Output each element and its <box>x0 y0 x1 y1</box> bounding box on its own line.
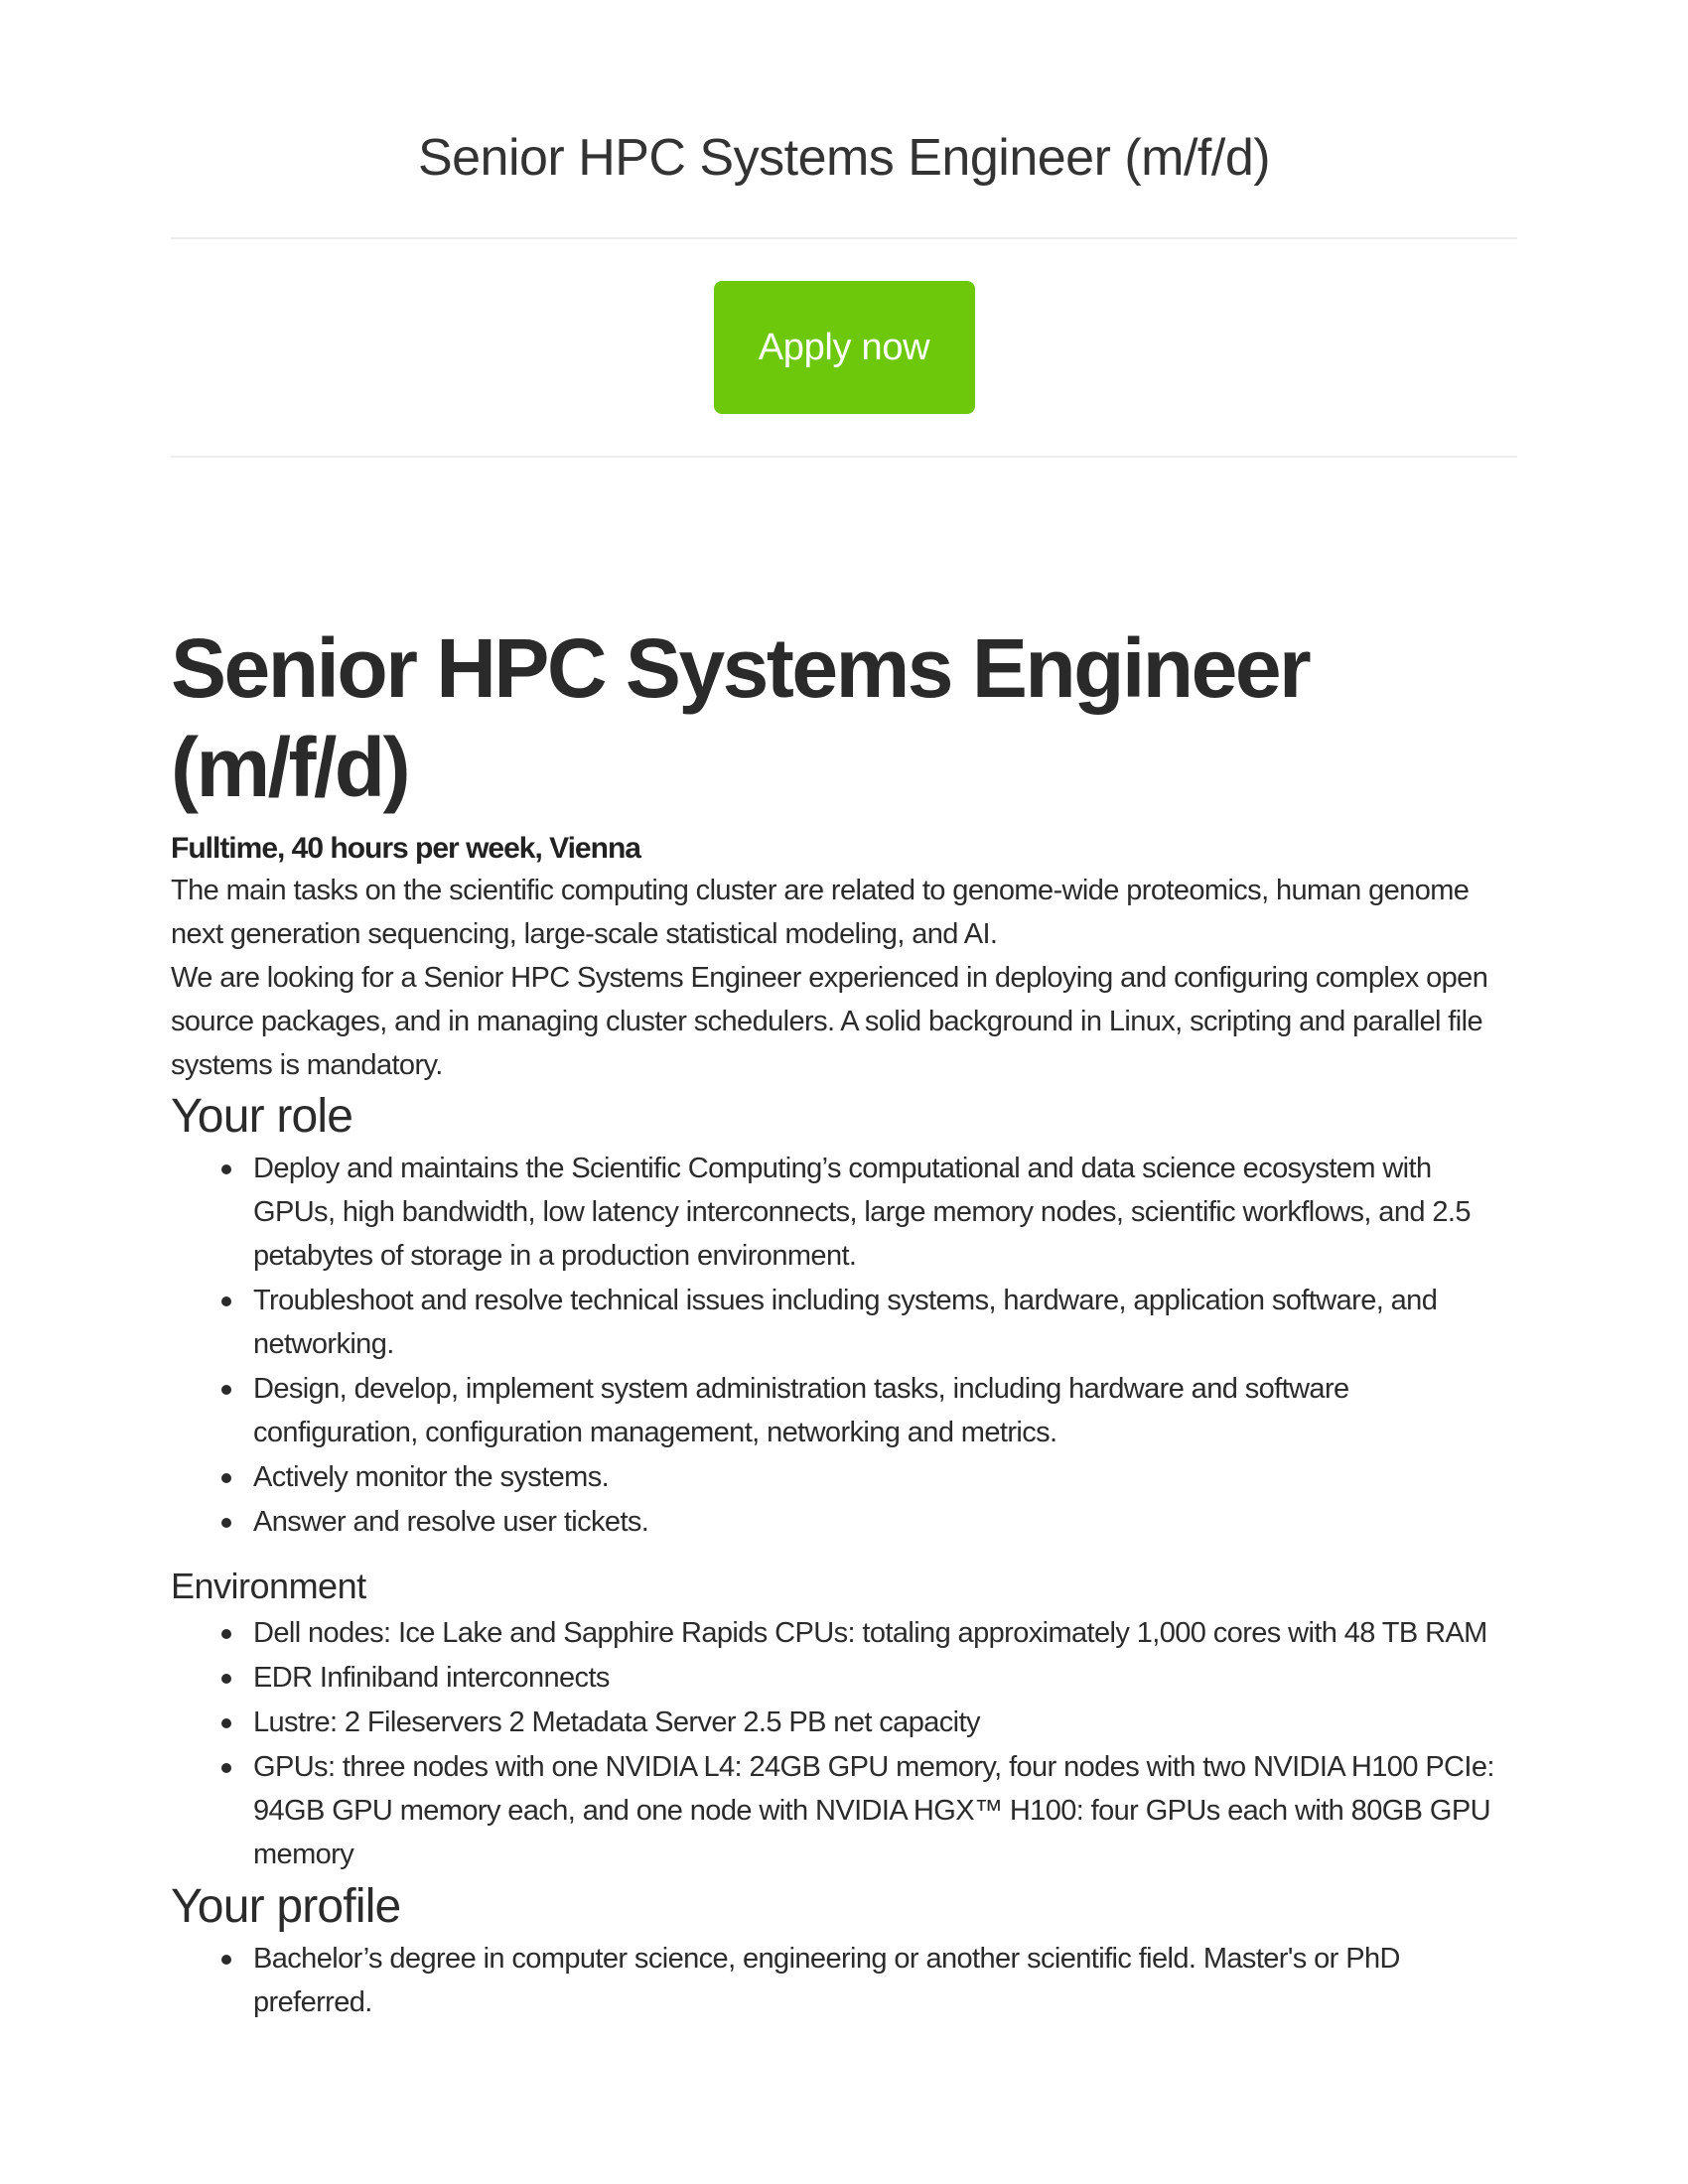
profile-heading: Your profile <box>171 1880 401 1933</box>
header-title: Senior HPC Systems Engineer (m/f/d) <box>417 129 1271 187</box>
list-item: Bachelor’s degree in computer science, engineering or another scientific field. Master's or PhD preferred. <box>253 1937 1517 2024</box>
intro-paragraph-1: The main tasks on the scientific computing cluster are related to genome-wide proteomics, human genome next generation sequencing, large-scale statistical modeling, and AI. <box>171 875 1470 950</box>
intro-paragraph-2: We are looking for a Senior HPC Systems Engineer experienced in deploying and configuring complex open source packages, and in managing cluster schedulers. A solid background in Linux, scripting and parallel file systems is mandatory. <box>171 962 1488 1081</box>
profile-list <box>171 1937 1517 2024</box>
list-item: GPUs: three nodes with one NVIDIA L4: 24GB GPU memory, four nodes with two NVIDIA H100 PCIe: 94GB GPU memory each, and one node with NVIDIA HGX™ H100: four GPUs each with 80GB GPU memory <box>253 1745 1517 1876</box>
list-item: Deploy and maintains the Scientific Computing’s computational and data science ecosystem with GPUs, high bandwidth, low latency interconnects, large memory nodes, scientific workflows, and 2.5 petabytes of storage in a production environment. <box>253 1147 1517 1278</box>
list-item: Design, develop, implement system administration tasks, including hardware and software configuration, configuration management, networking and metrics. <box>253 1367 1517 1454</box>
list-item: Dell nodes: Ice Lake and Sapphire Rapids CPUs: totaling approximately 1,000 cores with 48 TB RAM <box>253 1611 1517 1655</box>
list-item: Lustre: 2 Fileservers 2 Metadata Server 2.5 PB net capacity <box>253 1701 1517 1744</box>
environment-heading: Environment <box>171 1566 366 1606</box>
role-list <box>171 1147 1517 1544</box>
header-divider-bottom <box>171 456 1517 458</box>
job-subtitle: Fulltime, 40 hours per week, Vienna <box>171 832 640 865</box>
job-posting-page <box>171 0 1517 2025</box>
list-item: Actively monitor the systems. <box>253 1455 1517 1499</box>
apply-section <box>171 281 1517 414</box>
environment-list <box>171 1611 1517 1876</box>
job-title: Senior HPC Systems Engineer (m/f/d) <box>171 621 1310 814</box>
header-divider-top <box>171 237 1517 239</box>
role-heading: Your role <box>171 1090 353 1143</box>
list-item: Answer and resolve user tickets. <box>253 1500 1517 1544</box>
list-item: EDR Infiniband interconnects <box>253 1656 1517 1700</box>
list-item: Troubleshoot and resolve technical issues including systems, hardware, application software, and networking. <box>253 1279 1517 1366</box>
apply-now-button[interactable]: Apply now <box>714 281 975 414</box>
